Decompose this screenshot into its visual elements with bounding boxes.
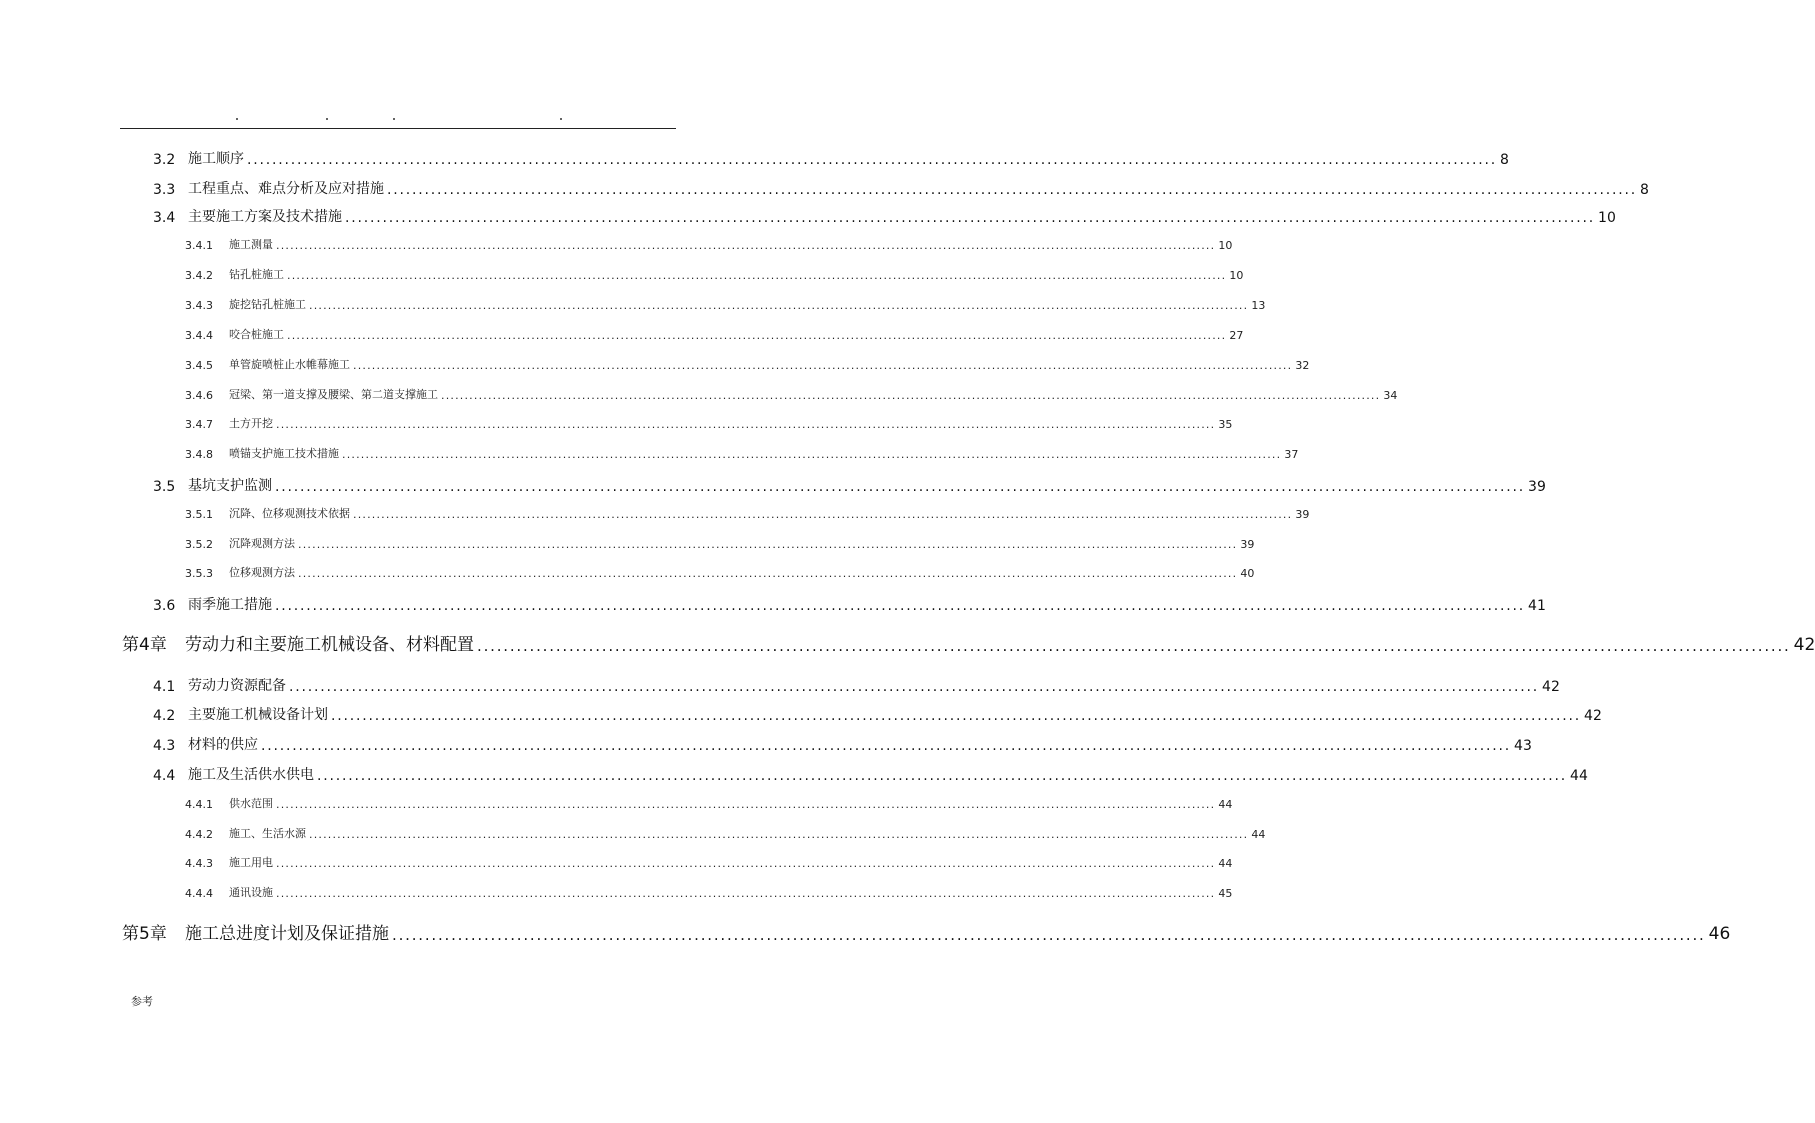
toc-dot-leader: ........................................................................................................................................................................................................: [276, 239, 1216, 252]
toc-entry-title: 沉降观测方法: [229, 537, 295, 550]
toc-dot-leader: ........................................................................................................................................................................................................: [261, 738, 1512, 754]
toc-entry-title: 钻孔桩施工: [229, 268, 284, 281]
toc-entry[interactable]: [185, 386, 1398, 402]
toc-entry-page: 10: [1229, 269, 1244, 282]
toc-dot-leader: ........................................................................................................................................................................................................: [298, 567, 1238, 580]
toc-entry[interactable]: [153, 594, 1546, 614]
toc-entry-number: 3.5: [153, 479, 176, 495]
toc-dot-leader: ........................................................................................................................................................................................................: [276, 798, 1216, 811]
toc-entry[interactable]: [153, 475, 1546, 495]
toc-entry[interactable]: [185, 415, 1233, 431]
toc-entry[interactable]: [185, 505, 1310, 521]
toc-entry-number: 3.4.5: [185, 359, 213, 372]
toc-entry-title: 冠梁、第一道支撑及腰梁、第二道支撑施工: [229, 388, 438, 401]
toc-dot-leader: ........................................................................................................................................................................................................: [353, 508, 1293, 521]
toc-entry[interactable]: [153, 764, 1588, 784]
toc-dot-leader: ........................................................................................................................................................................................................: [317, 768, 1568, 784]
toc-entry[interactable]: [153, 206, 1616, 226]
header-rule: [120, 128, 676, 129]
toc-entry-page: 34: [1383, 389, 1398, 402]
toc-entry[interactable]: [185, 296, 1266, 312]
toc-entry[interactable]: [122, 631, 1815, 655]
toc-entry-page: 39: [1240, 538, 1255, 551]
toc-entry-title: 基坑支护监测: [188, 478, 272, 494]
toc-entry-title: 劳动力资源配备: [188, 678, 286, 694]
toc-entry-number: 3.3: [153, 182, 176, 198]
toc-entry[interactable]: [185, 266, 1244, 282]
toc-entry-number: 4.2: [153, 708, 176, 724]
toc-dot-leader: ........................................................................................................................................................................................................: [331, 708, 1582, 724]
toc-entry-number: 4.4.2: [185, 828, 213, 841]
toc-entry-number: 3.4.7: [185, 418, 213, 431]
toc-entry-title: 位移观测方法: [229, 566, 295, 579]
toc-dot-leader: ........................................................................................................................................................................................................: [287, 269, 1227, 282]
toc-entry-page: 32: [1295, 359, 1310, 372]
toc-entry-page: 39: [1528, 479, 1546, 495]
toc-entry-page: 43: [1514, 738, 1532, 754]
toc-entry-number: 3.4: [153, 210, 176, 226]
toc-entry-number: 4.4.1: [185, 798, 213, 811]
toc-entry-title: 施工、生活水源: [229, 827, 306, 840]
toc-entry-number: 3.5.3: [185, 567, 213, 580]
toc-entry-title: 雨季施工措施: [188, 597, 272, 613]
toc-entry-page: 44: [1570, 768, 1588, 784]
toc-entry-page: 42: [1584, 708, 1602, 724]
toc-entry-title: 施工顺序: [188, 151, 244, 167]
toc-entry-page: 13: [1251, 299, 1266, 312]
toc-entry-page: 8: [1640, 182, 1649, 198]
toc-entry-title: 土方开挖: [229, 417, 273, 430]
toc-entry-number: 3.4.4: [185, 329, 213, 342]
toc-dot-leader: ........................................................................................................................................................................................................: [287, 329, 1227, 342]
toc-dot-leader: ........................................................................................................................................................................................................: [247, 152, 1498, 168]
toc-entry[interactable]: [185, 326, 1244, 342]
toc-entry[interactable]: [153, 148, 1509, 168]
toc-dot-leader: ........................................................................................................................................................................................................: [276, 418, 1216, 431]
toc-dot-leader: ........................................................................................................................................................................................................: [309, 299, 1249, 312]
header-marks: [0, 118, 794, 124]
toc-entry-number: 第5章: [122, 924, 167, 944]
toc-entry-page: 40: [1240, 567, 1255, 580]
toc-entry-page: 44: [1251, 828, 1266, 841]
toc-entry-page: 39: [1295, 508, 1310, 521]
toc-entry-title: 主要施工方案及技术措施: [188, 209, 342, 225]
toc-entry-title: 旋挖钻孔桩施工: [229, 298, 306, 311]
toc-dot-leader: ........................................................................................................................................................................................................: [345, 210, 1596, 226]
toc-entry-title: 施工用电: [229, 856, 273, 869]
toc-entry-page: 46: [1708, 924, 1731, 944]
toc-entry-title: 供水范围: [229, 797, 273, 810]
toc-dot-leader: ........................................................................................................................................................................................................: [477, 637, 1791, 655]
toc-entry-number: 4.1: [153, 679, 176, 695]
toc-dot-leader: ........................................................................................................................................................................................................: [275, 598, 1526, 614]
toc-entry[interactable]: [185, 236, 1233, 252]
toc-dot-leader: ........................................................................................................................................................................................................: [309, 828, 1249, 841]
toc-entry-title: 施工测量: [229, 238, 273, 251]
toc-dot-leader: ........................................................................................................................................................................................................: [392, 926, 1706, 944]
toc-entry-title: 咬合桩施工: [229, 328, 284, 341]
toc-dot-leader: ........................................................................................................................................................................................................: [276, 887, 1216, 900]
toc-entry[interactable]: [153, 734, 1532, 754]
toc-entry-page: 42: [1793, 635, 1815, 655]
toc-entry-page: 42: [1542, 679, 1560, 695]
toc-entry-page: 37: [1284, 448, 1299, 461]
toc-entry-page: 44: [1218, 857, 1233, 870]
toc-entry-number: 3.4.1: [185, 239, 213, 252]
toc-entry-title: 主要施工机械设备计划: [188, 707, 328, 723]
toc-entry[interactable]: [185, 535, 1255, 551]
toc-dot-leader: ........................................................................................................................................................................................................: [387, 182, 1638, 198]
toc-entry-page: 44: [1218, 798, 1233, 811]
toc-entry-number: 4.3: [153, 738, 176, 754]
toc-entry[interactable]: [153, 704, 1602, 724]
toc-dot-leader: ........................................................................................................................................................................................................: [342, 448, 1282, 461]
toc-entry-number: 3.4.3: [185, 299, 213, 312]
toc-entry-number: 第4章: [122, 635, 167, 655]
toc-entry-title: 单管旋喷桩止水帷幕施工: [229, 358, 350, 371]
toc-entry-page: 27: [1229, 329, 1244, 342]
toc-entry-title: 材料的供应: [188, 737, 258, 753]
toc-entry[interactable]: [185, 884, 1233, 900]
toc-entry[interactable]: [185, 825, 1266, 841]
toc-entry-number: 3.4.8: [185, 448, 213, 461]
toc-entry[interactable]: [153, 178, 1649, 198]
toc-entry-number: 3.5.2: [185, 538, 213, 551]
toc-entry-page: 10: [1218, 239, 1233, 252]
toc-entry-number: 4.4: [153, 768, 176, 784]
toc-dot-leader: ........................................................................................................................................................................................................: [353, 359, 1293, 372]
toc-entry-page: 10: [1598, 210, 1616, 226]
toc-entry-number: 3.6: [153, 598, 176, 614]
toc-entry-title: 施工及生活供水供电: [188, 767, 314, 783]
toc-dot-leader: ........................................................................................................................................................................................................: [441, 389, 1381, 402]
toc-entry-title: 工程重点、难点分析及应对措施: [188, 181, 384, 197]
toc-entry[interactable]: [185, 445, 1299, 461]
toc-entry-page: 8: [1500, 152, 1509, 168]
toc-entry[interactable]: [185, 356, 1310, 372]
toc-entry-number: 3.5.1: [185, 508, 213, 521]
toc-dot-leader: ........................................................................................................................................................................................................: [275, 479, 1526, 495]
toc-dot-leader: ........................................................................................................................................................................................................: [276, 857, 1216, 870]
toc-entry-title: 喷锚支护施工技术措施: [229, 447, 339, 460]
toc-dot-leader: ........................................................................................................................................................................................................: [289, 679, 1540, 695]
toc-entry-page: 35: [1218, 418, 1233, 431]
toc-entry[interactable]: [153, 675, 1560, 695]
toc-entry-title: 劳动力和主要施工机械设备、材料配置: [185, 635, 474, 655]
toc-dot-leader: ........................................................................................................................................................................................................: [298, 538, 1238, 551]
toc-entry[interactable]: [185, 564, 1255, 580]
toc-entry[interactable]: [185, 854, 1233, 870]
toc-entry-title: 通讯设施: [229, 886, 273, 899]
toc-entry-page: 41: [1528, 598, 1546, 614]
toc-entry-number: 3.2: [153, 152, 176, 168]
toc-entry-title: 施工总进度计划及保证措施: [185, 924, 389, 944]
toc-entry-number: 4.4.4: [185, 887, 213, 900]
toc-entry[interactable]: [122, 920, 1731, 944]
toc-entry-page: 45: [1218, 887, 1233, 900]
toc-entry[interactable]: [185, 795, 1233, 811]
toc-entry-number: 3.4.2: [185, 269, 213, 282]
toc-entry-title: 沉降、位移观测技术依据: [229, 507, 350, 520]
toc-entry-number: 3.4.6: [185, 389, 213, 402]
footer-label: 参考: [131, 995, 153, 1008]
toc-entry-number: 4.4.3: [185, 857, 213, 870]
